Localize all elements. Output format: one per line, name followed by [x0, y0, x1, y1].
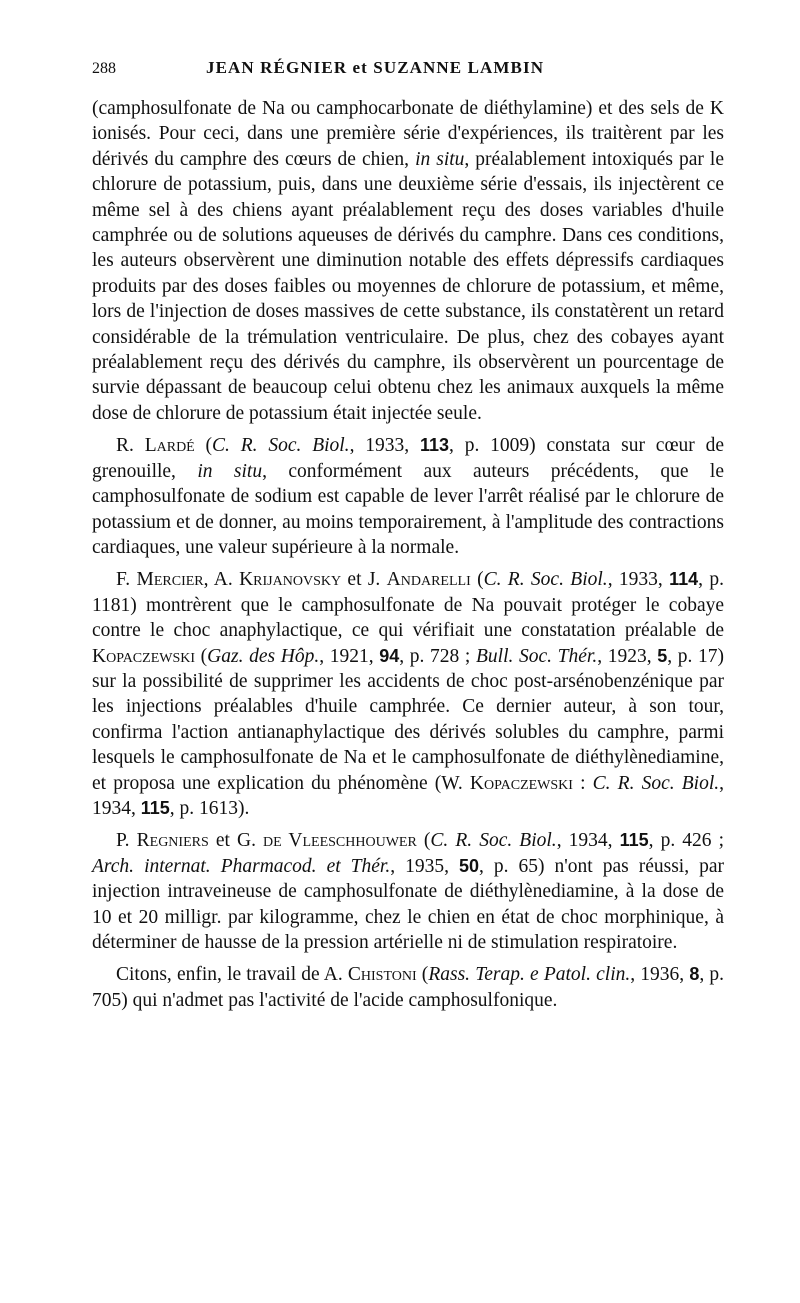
page — [92, 58, 724, 1013]
paragraph-3: F. Mercier, A. Krijanovsky et J. Andarelli (C. R. Soc. Biol., 1933, 114, p. 1181) montrèrent que le camphosulfonate de Na pouvait protéger le cobaye contre le choc anaphylactique, ce qui vérifiait une constatation préalable de Kopaczewski (Gaz. des Hôp., 1921, 94, p. 728 ; Bull. Soc. Thér., 1923, 5, p. 17) sur la possibilité de supprimer les accidents de choc post-arsénobenzénique par les injections préalables d'huile camphrée. Ce dernier auteur, à son tour, confirma l'action antianaphylactique des dérivés solubles du camphre, parmi lesquels le camphosulfonate de Na et le camphosulfonate de diéthylènediamine, et proposa une explication du phénomène (W. Kopaczewski : C. R. Soc. Biol., 1934, 115, p. 1613). — [92, 569, 725, 819]
paragraph-5: Citons, enfin, le travail de A. Chistoni (Rass. Terap. e Patol. clin., 1936, 8, p. 705) qui n'admet pas l'activité de l'acide camphosulfonique. — [92, 964, 725, 1011]
paragraph-2: R. Lardé (C. R. Soc. Biol., 1933, 113, p. 1009) constata sur cœur de grenouille, in situ, conformément aux auteurs précédents, que le camphosulfonate de sodium est capable de lever l'arrêt réalisé par le chlorure de potassium et de donner, au moins temporairement, à l'amplitude des contractions cardiaques, une valeur supérieure à la normale. — [92, 435, 725, 558]
paragraph-4: P. Regniers et G. de Vleeschhouwer (C. R. Soc. Biol., 1934, 115, p. 426 ; Arch. internat. Pharmacod. et Thér., 1935, 50, p. 65) n'ont pas réussi, par injection intraveineuse de camphosulfonate de diéthylènediamine, à la dose de 10 et 20 milligr. par kilogramme, chez le chien en état de choc morphinique, à déterminer de hausse de la pression artérielle ni de stimulation respiratoire. — [92, 830, 725, 953]
paragraph-1: (camphosulfonate de Na ou camphocarbonate de diéthylamine) et des sels de K ionisés. Pour ceci, dans une première série d'expériences, ils traitèrent par les dérivés du camphre des cœurs de chien, in situ, préalablement intoxiqués par le chlorure de potassium, puis, dans une deuxième série d'essais, ils injectèrent ce même sel à des chiens ayant préalablement reçu des doses variables d'huile camphrée ou de solutions aqueuses de dérivés du camphre. Dans ces conditions, les auteurs observèrent une diminution notable des effets dépressifs cardiaques produits par des doses faibles ou moyennes de chlorure de potassium, et même, lors de l'injection de doses massives de cette substance, ils constatèrent un retard considérable de la trémulation ventriculaire. De plus, chez des cobayes ayant préalablement reçu des dérivés du camphre, ils observèrent un pourcentage de survie dépassant de beaucoup celui obtenu chez les animaux auxquels la même dose de chlorure de potassium était injectée seule. — [92, 98, 724, 424]
page-number: 288 — [92, 60, 116, 77]
body-text — [92, 96, 724, 1013]
page-header — [92, 58, 724, 84]
running-head: JEAN RÉGNIER et SUZANNE LAMBIN — [206, 58, 545, 77]
